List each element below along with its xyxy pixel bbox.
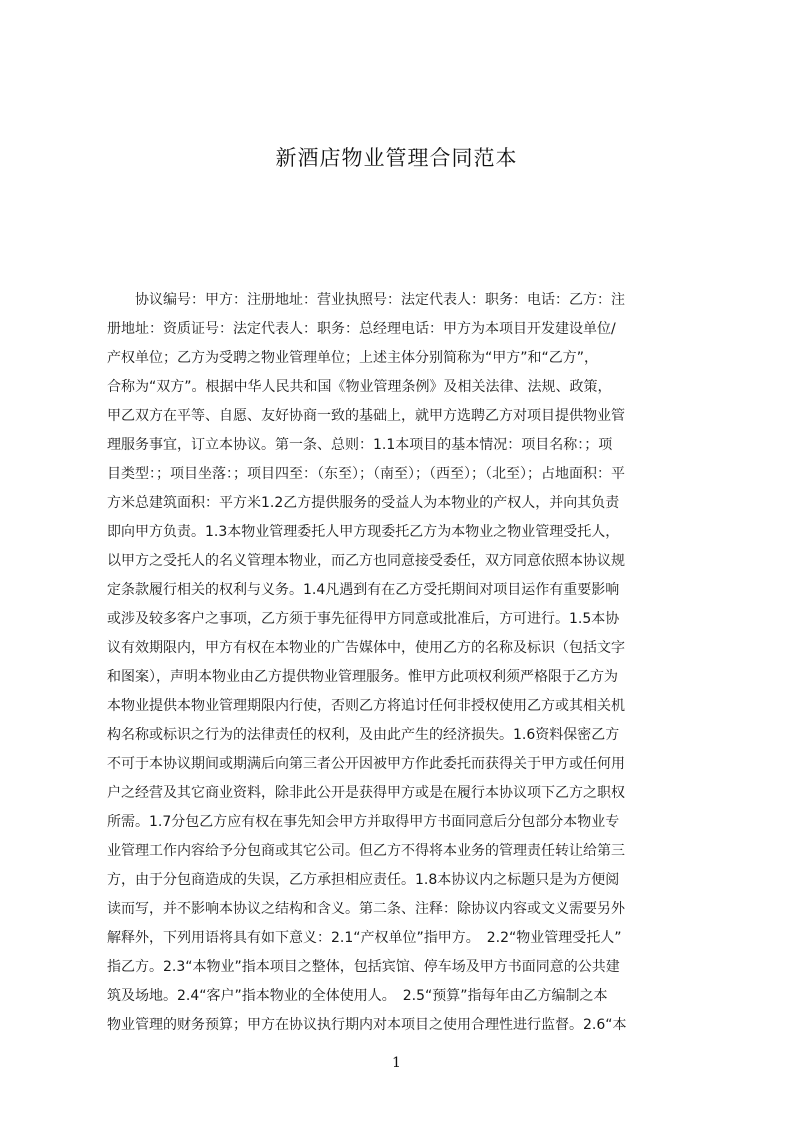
text-line: 或涉及较多客户之事项，乙方须于事先征得甲方同意或批准后，方可进行。1.5本协 (107, 611, 620, 627)
text-line: 议有效期限内，甲方有权在本物业的广告媒体中，使用乙方的名称及标识（包括文字 (107, 640, 625, 656)
text-line: 解释外，下列用语将具有如下意义：2.1“产权单位”指甲方。 2.2“物业管理受托人” (107, 930, 622, 946)
text-line: 户之经营及其它商业资料，除非此公开是获得甲方或是在履行本协议项下乙方之职权 (107, 785, 625, 801)
text-line: 定条款履行相关的权利与义务。1.4凡遇到有在乙方受托期间对项目运作有重要影响 (107, 582, 620, 598)
text-line: 目类型：；项目坐落：；项目四至：（东至）；（南至）；（西至）；（北至）；占地面积：平 (107, 466, 625, 482)
text-line: 方，由于分包商造成的失误，乙方承担相应责任。1.8本协议内之标题只是为方便阅 (107, 872, 620, 888)
text-line: 方米总建筑面积：平方米1.2乙方提供服务的受益人为本物业的产权人，并向其负责 (107, 495, 620, 511)
text-line: 读而写，并不影响本协议之结构和含义。第二条、注释：除协议内容或文义需要另外 (107, 901, 625, 917)
page-number: 1 (392, 1055, 401, 1071)
text-line: 即向甲方负责。1.3本物业管理委托人甲方现委托乙方为本物业之物业管理受托人， (107, 524, 620, 540)
text-line: 理服务事宜，订立本协议。第一条、总则：1.1本项目的基本情况：项目名称：；项 (107, 437, 613, 453)
text-line: 筑及场地。2.4“客户”指本物业的全体使用人。 2.5“预算”指每年由乙方编制之本 (107, 988, 608, 1004)
text-line: 业管理工作内容给予分包商或其它公司。但乙方不得将本业务的管理责任转让给第三 (107, 843, 625, 859)
text-line: 构名称或标识之行为的法律责任的权利，及由此产生的经济损失。1.6资料保密乙方 (107, 727, 620, 743)
page-title: 新酒店物业管理合同范本 (275, 146, 518, 170)
text-line: 协议编号：甲方：注册地址：营业执照号：法定代表人：职务：电话：乙方：注 (107, 292, 625, 308)
text-line: 所需。1.7分包乙方应有权在事先知会甲方并取得甲方书面同意后分包部分本物业专 (107, 814, 620, 830)
contract-body-text (107, 286, 699, 1036)
text-line: 物业管理的财务预算；甲方在协议执行期内对本项目之使用合理性进行监督。2.6“本 (107, 1017, 627, 1033)
text-line: 以甲方之受托人的名义管理本物业，而乙方也同意接受委任，双方同意依照本协议规 (107, 553, 625, 569)
text-line: 甲乙双方在平等、自愿、友好协商一致的基础上，就甲方选聘乙方对项目提供物业管 (107, 408, 625, 424)
text-line: 合称为“双方”。根据中华人民共和国《物业管理条例》及相关法律、法规、政策， (107, 379, 612, 395)
text-line: 和图案），声明本物业由乙方提供物业管理服务。惟甲方此项权利须严格限于乙方为 (107, 669, 618, 685)
text-line: 产权单位；乙方为受聘之物业管理单位；上述主体分别简称为“甲方”和“乙方”， (107, 350, 599, 366)
text-line: 册地址：资质证号：法定代表人：职务：总经理电话：甲方为本项目开发建设单位/ (107, 321, 616, 337)
text-line: 指乙方。2.3“本物业”指本项目之整体，包括宾馆、停车场及甲方书面同意的公共建 (107, 959, 620, 975)
text-line: 不可于本协议期间或期满后向第三者公开因被甲方作此委托而获得关于甲方或任何用 (107, 756, 625, 772)
text-line: 本物业提供本物业管理期限内行使，否则乙方将追讨任何非授权使用乙方或其相关机 (107, 698, 625, 714)
